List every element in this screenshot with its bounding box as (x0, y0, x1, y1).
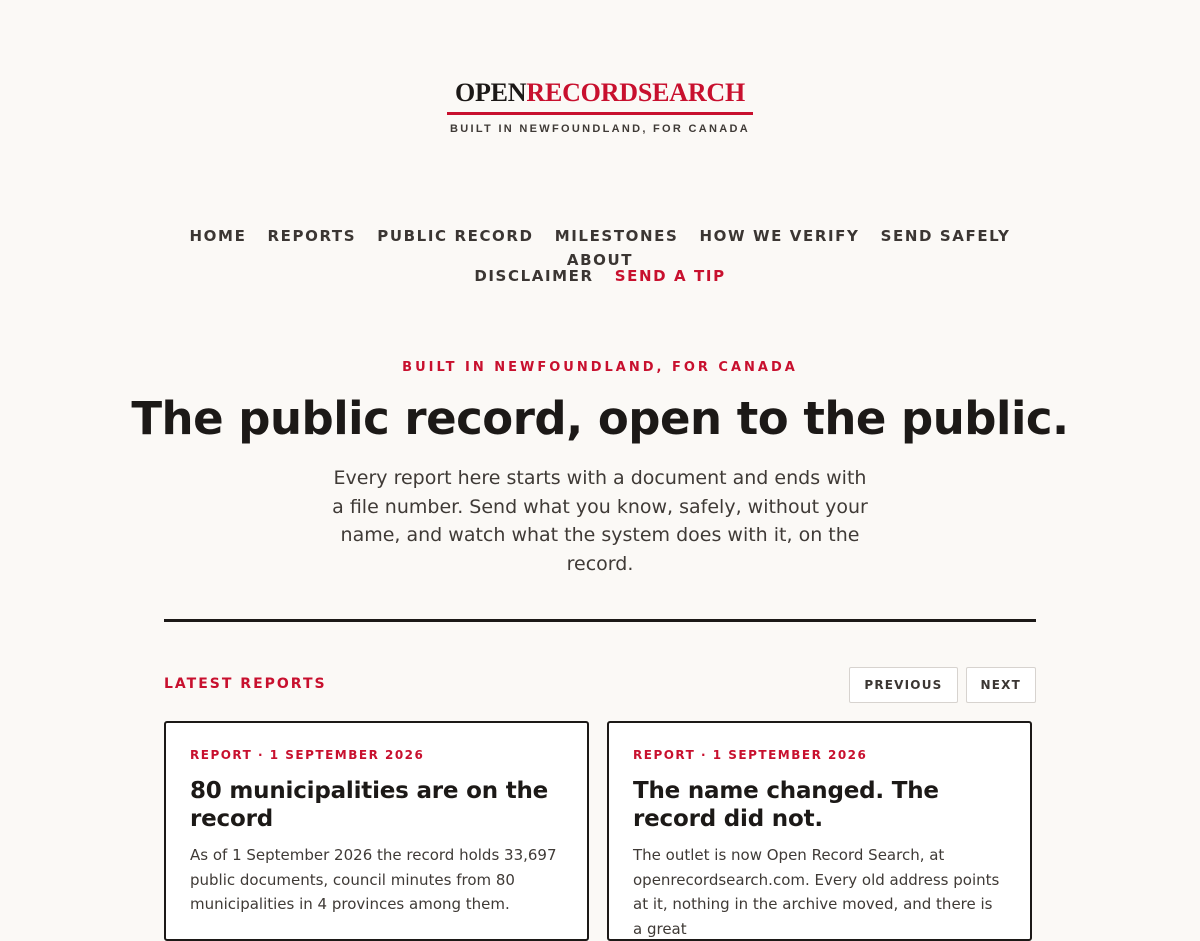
hero-eyebrow: BUILT IN NEWFOUNDLAND, FOR CANADA (402, 360, 798, 375)
logo-wordmark[interactable] (447, 78, 753, 115)
card-meta: REPORT · 1 SEPTEMBER 2026 (190, 748, 425, 762)
next-button[interactable]: NEXT (966, 667, 1036, 703)
nav-row-2 (150, 264, 1050, 304)
reports-pager (849, 667, 1036, 703)
site-logo[interactable] (0, 78, 1200, 135)
nav-how-we-verify[interactable]: HOW WE VERIFY (699, 227, 860, 245)
card-meta: REPORT · 1 SEPTEMBER 2026 (633, 748, 868, 762)
nav-about[interactable]: ABOUT (566, 251, 634, 269)
card-title[interactable]: The name changed. The record did not. (633, 778, 939, 832)
nav-row-1 (150, 224, 1050, 269)
previous-button[interactable]: PREVIOUS (849, 667, 957, 703)
latest-reports-heading: LATEST REPORTS (164, 676, 327, 692)
report-card[interactable] (164, 721, 589, 941)
nav-public-record[interactable]: PUBLIC RECORD (377, 227, 534, 245)
nav-disclaimer[interactable]: DISCLAIMER (474, 267, 594, 285)
logo-tagline: BUILT IN NEWFOUNDLAND, FOR CANADA (450, 123, 750, 135)
main-nav (150, 224, 1050, 304)
nav-send-a-tip[interactable]: SEND A TIP (614, 267, 726, 285)
nav-home[interactable]: HOME (189, 227, 247, 245)
nav-reports[interactable]: REPORTS (267, 227, 357, 245)
card-excerpt: As of 1 September 2026 the record holds 33,697 public documents, council minutes from 80 municipalities in 4 provinces among them. (190, 846, 557, 913)
card-title[interactable]: 80 municipalities are on the record (190, 778, 549, 832)
logo-open-text: OPEN (454, 78, 527, 107)
hero-title: The public record, open to the public. (131, 392, 1069, 445)
hero-subtitle: Every report here starts with a document and ends with a file number. Send what you know, safely, without your name, and watch what the system does with it, on the record. (332, 467, 868, 575)
card-excerpt: The outlet is now Open Record Search, at openrecordsearch.com. Every old address points at it, nothing in the archive moved, and there is a great (633, 846, 1000, 938)
nav-send-safely[interactable]: SEND SAFELY (880, 227, 1011, 245)
logo-recordsearch-text: RECORDSEARCH (526, 78, 746, 107)
report-card[interactable] (607, 721, 1032, 941)
nav-milestones[interactable]: MILESTONES (554, 227, 679, 245)
section-divider (164, 619, 1036, 622)
